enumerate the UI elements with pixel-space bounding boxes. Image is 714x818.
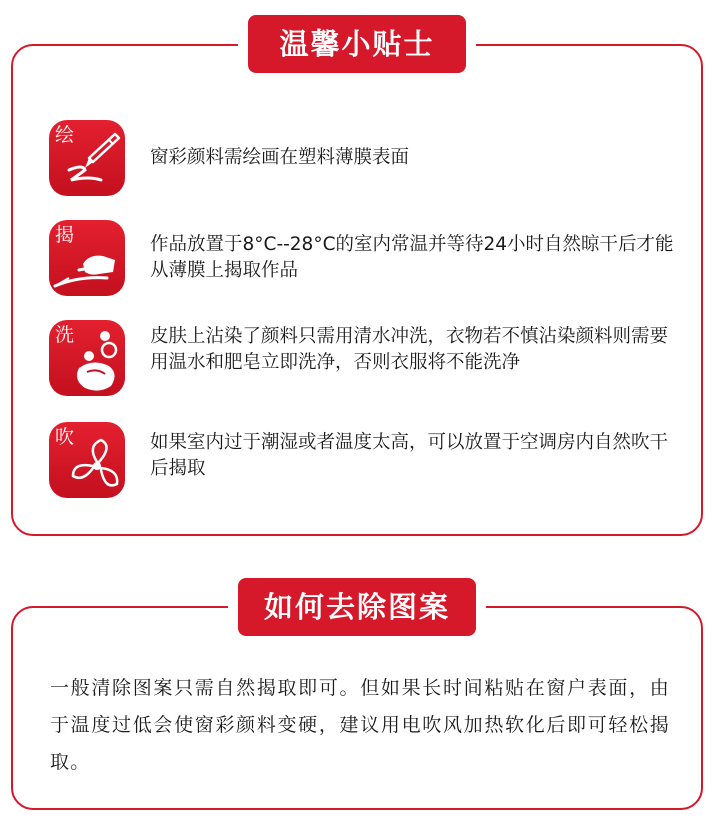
tip-item-blow-dry xyxy=(49,422,689,498)
remove-instructions: 一般清除图案只需自然揭取即可。但如果长时间粘贴在窗户表面，由于温度过低会使窗彩颜料变硬，建议用电吹风加热软化后即可轻松揭取。 xyxy=(50,677,670,773)
soap-bubbles-icon xyxy=(49,320,125,396)
tip-item-paint xyxy=(49,120,689,196)
remove-title: 如何去除图案 xyxy=(238,578,476,636)
tip-icon-char: 绘 xyxy=(55,124,75,146)
tip-text: 如果室内过于潮湿或者温度太高，可以放置于空调房内自然吹干后揭取 xyxy=(150,432,669,479)
tip-icon-char: 揭 xyxy=(55,224,75,246)
tip-text: 窗彩颜料需绘画在塑料薄膜表面 xyxy=(150,147,410,168)
tip-item-peel xyxy=(49,220,689,296)
fan-icon xyxy=(49,422,125,498)
tip-item-wash xyxy=(49,320,689,396)
tip-icon-char: 洗 xyxy=(55,324,75,346)
tip-text: 作品放置于8°C--28°C的室内常温并等待24小时自然晾干后才能从薄膜上揭取作品 xyxy=(150,234,674,281)
peel-hand-icon xyxy=(49,220,125,296)
tip-icon-char: 吹 xyxy=(55,426,75,448)
tips-title: 温馨小贴士 xyxy=(248,15,466,73)
tip-text: 皮肤上沾染了颜料只需用清水冲洗，衣物若不慎沾染颜料则需要用温水和肥皂立即洗净，否则衣服将不能洗净 xyxy=(150,326,669,373)
paint-brush-icon xyxy=(49,120,125,196)
